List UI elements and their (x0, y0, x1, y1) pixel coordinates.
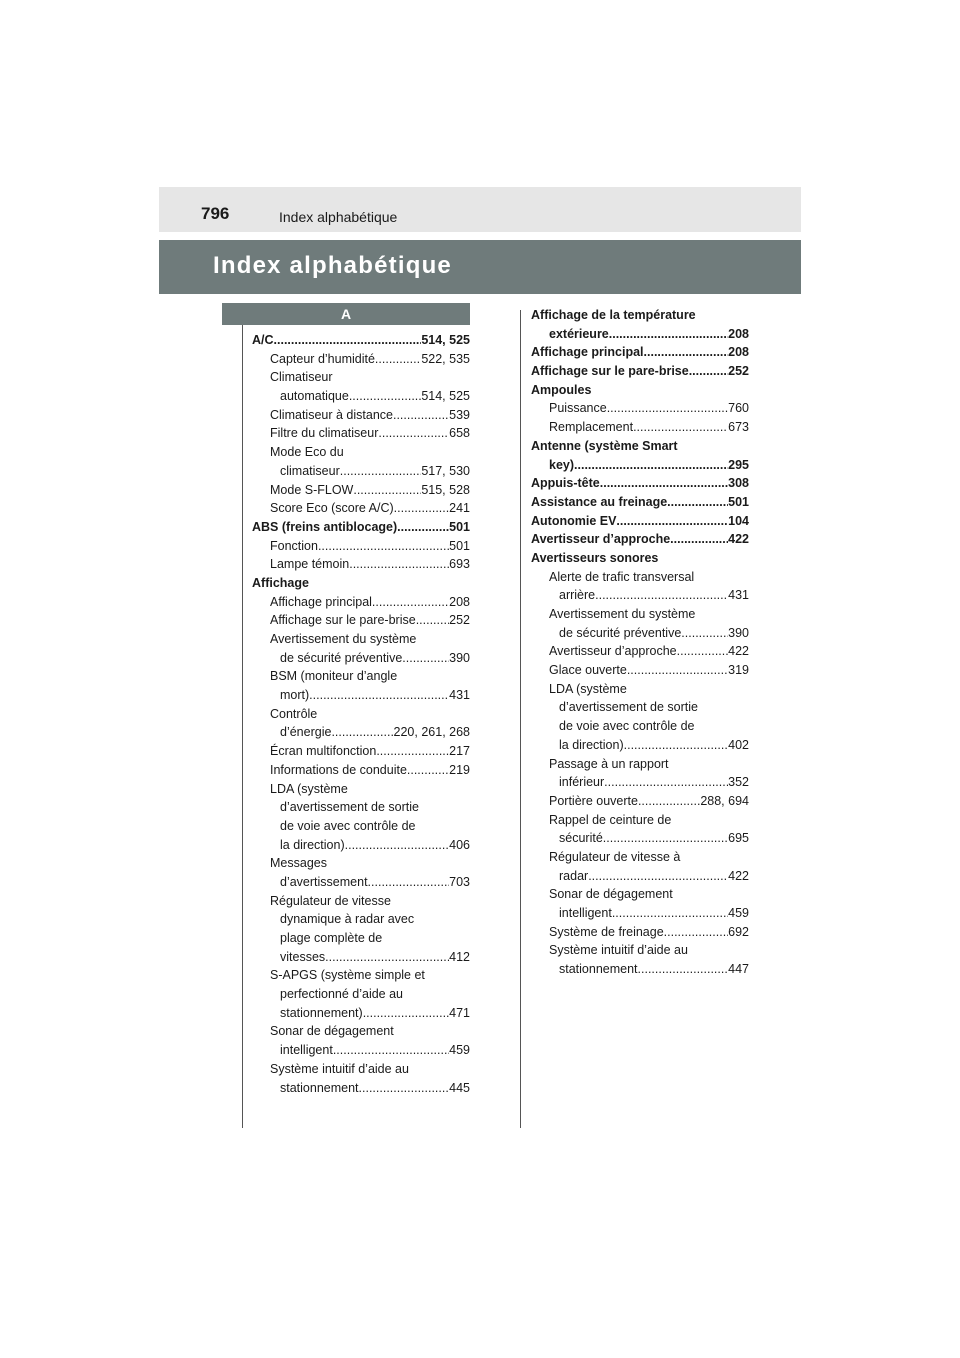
leader-dots (595, 586, 728, 605)
index-entry (531, 437, 749, 456)
index-entry-term: Capteur d’humidité (270, 351, 375, 366)
leader-dots (397, 518, 449, 537)
index-entry-term: intelligent (559, 906, 612, 920)
leader-dots (325, 948, 449, 967)
leader-dots (603, 829, 728, 848)
index-entry-term: A/C (252, 333, 274, 347)
index-entry-term: Score Eco (score A/C) (270, 501, 394, 516)
index-entry-term: Messages (270, 856, 327, 871)
index-entry-term: stationnement) (280, 1005, 363, 1020)
index-entry (252, 723, 470, 742)
index-entry-pages: 104 (728, 513, 749, 528)
index-entry (531, 867, 749, 886)
index-entry-pages: 217 (449, 744, 470, 759)
leader-dots (372, 593, 449, 612)
index-entry-pages: 703 (449, 874, 470, 889)
leader-dots (340, 462, 422, 481)
index-entry-term: Affichage sur le pare-brise (531, 364, 689, 379)
index-entry-term: la direction) (280, 837, 345, 852)
index-entry-term: Filtre du climatiseur (270, 426, 379, 441)
index-entry-term: stationnement (559, 962, 638, 977)
index-entry (252, 836, 470, 855)
index-entry-pages: 501 (449, 519, 470, 534)
index-entry (531, 848, 749, 867)
index-entry (531, 698, 749, 717)
index-entry-pages: 658 (449, 426, 470, 441)
index-entry-term: Affichage sur le pare-brise (270, 613, 416, 628)
index-entry-term: Puissance (549, 401, 607, 416)
index-entry-term: Système intuitif d’aide au (270, 1061, 409, 1076)
column-divider-left (242, 303, 243, 1128)
leader-dots (375, 350, 421, 369)
leader-dots (402, 649, 449, 668)
index-entry (252, 1060, 470, 1079)
index-entry-pages: 501 (728, 494, 749, 509)
index-entry (252, 948, 470, 967)
index-entry-term: perfectionné d’aide au (280, 987, 404, 1002)
index-entry (252, 1079, 470, 1098)
index-entry-term: dynamique à radar avec (280, 912, 415, 927)
index-entry-pages: 295 (728, 457, 749, 472)
index-entry-term: la direction) (559, 737, 624, 752)
leader-dots (664, 923, 728, 942)
index-entry (252, 705, 470, 724)
index-entry-pages: 241 (449, 501, 470, 516)
leader-dots (644, 343, 729, 362)
index-entry-term: intelligent (280, 1043, 333, 1058)
index-entry-term: d’avertissement de sortie (559, 700, 698, 715)
index-entry (531, 605, 749, 624)
index-entry (531, 381, 749, 400)
index-entry (252, 462, 470, 481)
leader-dots (667, 493, 728, 512)
index-entry (252, 1022, 470, 1041)
index-entry-term: key) (549, 457, 575, 472)
leader-dots (416, 611, 449, 630)
page-number: 796 (201, 204, 230, 223)
index-entry-term: Climatiseur (270, 370, 333, 385)
index-entry-pages: 406 (449, 837, 470, 852)
leader-dots (378, 424, 449, 443)
index-entry (531, 960, 749, 979)
index-entry (252, 667, 470, 686)
leader-dots (638, 792, 700, 811)
index-entry-term: Mode Eco du (270, 445, 344, 460)
index-entry-pages: 208 (449, 594, 470, 609)
index-entry (531, 549, 749, 568)
index-entry-pages: 319 (728, 663, 749, 678)
index-entry-term: Système intuitif d’aide au (549, 943, 688, 958)
index-entry (252, 555, 470, 574)
index-entry-pages: 422 (728, 532, 749, 547)
index-entry (531, 624, 749, 643)
leader-dots (331, 723, 393, 742)
index-entry-term: Avertisseurs sonores (531, 550, 659, 565)
index-entry (252, 424, 470, 443)
leader-dots (333, 1041, 449, 1060)
index-entry-term: Sonar de dégagement (270, 1024, 394, 1039)
index-entry (531, 586, 749, 605)
index-entry (252, 742, 470, 761)
leader-dots (638, 960, 729, 979)
index-entry (531, 792, 749, 811)
index-entry-pages: 695 (728, 831, 749, 846)
leader-dots (627, 661, 728, 680)
leader-dots (612, 904, 728, 923)
index-entry-pages: 390 (449, 650, 470, 665)
index-entry-pages: 692 (728, 924, 749, 939)
index-entry-term: Contrôle (270, 706, 318, 721)
index-entry-term: Sonar de dégagement (549, 887, 673, 902)
index-entry-term: Avertisseur d’approche (531, 532, 671, 547)
index-entry-pages: 422 (728, 868, 749, 883)
index-entry (531, 306, 749, 325)
index-entry-pages: 352 (728, 775, 749, 790)
index-entry-term: Écran multifonction (270, 744, 377, 759)
leader-dots (624, 736, 729, 755)
running-header-title: Index alphabétique (279, 209, 398, 225)
index-entry (252, 1004, 470, 1023)
index-entry (252, 350, 470, 369)
index-entry-term: d’avertissement de sortie (280, 800, 419, 815)
index-entry (252, 966, 470, 985)
index-entry-pages: 412 (449, 949, 470, 964)
index-entry (252, 518, 470, 537)
index-entry-pages: 219 (449, 762, 470, 777)
index-entry-term: Glace ouverte (549, 663, 627, 678)
index-entry-term: Assistance au freinage (531, 494, 668, 509)
index-entry-pages: 514, 525 (421, 333, 470, 347)
index-entry (531, 904, 749, 923)
index-entry-term: Rappel de ceinture de (549, 812, 672, 827)
leader-dots (359, 1079, 450, 1098)
index-entry-term: d’avertissement (280, 874, 368, 889)
index-column-left (252, 331, 470, 1097)
index-entry (252, 1041, 470, 1060)
index-entry (252, 798, 470, 817)
index-entry (531, 680, 749, 699)
leader-dots (677, 642, 729, 661)
index-entry-term: LDA (système (270, 781, 348, 796)
index-entry-term: BSM (moniteur d’angle (270, 669, 398, 684)
index-entry-term: Climatiseur à distance (270, 407, 393, 422)
index-entry-pages: 760 (728, 401, 749, 416)
index-entry (252, 873, 470, 892)
index-entry-pages: 514, 525 (421, 389, 470, 404)
index-entry-term: Avertissement du système (270, 632, 417, 646)
index-entry-pages: 220, 261, 268 (393, 725, 470, 740)
index-entry (531, 736, 749, 755)
leader-dots (588, 867, 728, 886)
index-entry (531, 811, 749, 830)
index-entry (531, 343, 749, 362)
leader-dots (689, 362, 728, 381)
index-entry-term: Affichage (252, 575, 309, 590)
page-header-bar (159, 187, 801, 232)
index-entry-pages: 673 (728, 420, 749, 435)
index-entry (252, 331, 470, 350)
index-entry-term: stationnement (280, 1080, 359, 1095)
index-entry-pages: 515, 528 (421, 482, 470, 497)
index-entry (252, 611, 470, 630)
index-entry-term: Avertissement du système (549, 607, 696, 621)
index-entry-term: ABS (freins antiblocage) (252, 519, 398, 534)
index-entry-term: Autonomie EV (531, 513, 617, 528)
index-entry (531, 923, 749, 942)
index-entry (531, 456, 749, 475)
index-entry (252, 593, 470, 612)
index-entry (252, 817, 470, 836)
index-entry-term: sécurité (559, 831, 603, 846)
leader-dots (407, 761, 449, 780)
index-entry (531, 418, 749, 437)
index-entry-pages: 252 (449, 613, 470, 628)
leader-dots (616, 512, 728, 531)
index-entry (252, 499, 470, 518)
index-entry-term: Appuis-tête (531, 476, 600, 491)
index-entry-term: Affichage principal (270, 594, 372, 609)
index-entry-term: radar (559, 868, 589, 883)
index-entry-term: Mode S-FLOW (270, 482, 354, 497)
index-entry (252, 443, 470, 462)
index-entry (252, 630, 470, 649)
index-entry-term: vitesses (280, 949, 326, 964)
index-entry-term: automatique (280, 389, 349, 404)
index-entry-pages: 208 (728, 345, 749, 360)
index-entry-term: Affichage principal (531, 345, 644, 360)
index-entry (531, 661, 749, 680)
index-entry (531, 829, 749, 848)
index-entry (252, 892, 470, 911)
index-entry-pages: 422 (728, 644, 749, 659)
index-entry (252, 985, 470, 1004)
index-entry (531, 717, 749, 736)
index-entry-term: Lampe témoin (270, 557, 350, 572)
index-entry (531, 399, 749, 418)
index-entry (252, 537, 470, 556)
leader-dots (353, 481, 421, 500)
leader-dots (574, 456, 728, 475)
index-entry-pages: 693 (449, 557, 470, 572)
index-entry-pages: 252 (728, 364, 749, 379)
index-entry-term: Informations de conduite (270, 762, 407, 777)
leader-dots (368, 873, 450, 892)
index-entry-term: mort) (280, 688, 310, 703)
index-entry-term: Remplacement (549, 420, 634, 435)
index-entry-pages: 517, 530 (421, 463, 470, 478)
index-entry (252, 368, 470, 387)
index-entry (531, 474, 749, 493)
index-entry-term: arrière (559, 588, 596, 603)
index-entry-pages: 402 (728, 737, 749, 752)
index-entry (252, 929, 470, 948)
index-entry-term: Régulateur de vitesse à (549, 849, 681, 864)
index-entry-term: climatiseur (280, 463, 340, 478)
leader-dots (393, 406, 449, 425)
index-entry (252, 761, 470, 780)
index-entry (252, 387, 470, 406)
leader-dots (681, 624, 728, 643)
index-entry-term: Système de freinage (549, 924, 664, 939)
leader-dots (670, 530, 728, 549)
index-entry (252, 481, 470, 500)
index-entry (531, 530, 749, 549)
index-entry (531, 773, 749, 792)
index-entry-pages: 288, 694 (700, 793, 749, 808)
index-entry-term: de sécurité préventive (559, 625, 682, 640)
index-entry (252, 686, 470, 705)
index-entry-term: S-APGS (système simple et (270, 968, 425, 983)
index-entry-pages: 459 (449, 1043, 470, 1058)
leader-dots (604, 773, 728, 792)
index-entry-pages: 431 (449, 688, 470, 703)
leader-dots (349, 555, 449, 574)
index-entry-term: Avertisseur d’approche (549, 644, 677, 659)
index-entry (531, 568, 749, 587)
index-entry-pages: 447 (728, 962, 749, 977)
index-entry (252, 854, 470, 873)
index-entry-term: Portière ouverte (549, 793, 638, 808)
page-title: Index alphabétique (213, 252, 452, 279)
index-entry-term: Passage à un rapport (549, 756, 669, 771)
index-entry-term: Régulateur de vitesse (270, 893, 391, 908)
index-entry (252, 574, 470, 593)
index-entry-pages: 208 (728, 326, 749, 341)
index-entry-term: Affichage de la température (531, 308, 696, 322)
section-letter-header: A (222, 303, 470, 325)
column-divider-middle (520, 310, 521, 1128)
index-entry-pages: 471 (449, 1005, 470, 1020)
index-entry-term: de voie avec contrôle de (559, 719, 695, 734)
index-entry (252, 649, 470, 668)
index-entry-pages: 308 (728, 476, 749, 491)
index-entry-pages: 459 (728, 906, 749, 920)
index-entry-pages: 431 (728, 588, 749, 603)
leader-dots (600, 474, 728, 493)
index-entry (531, 512, 749, 531)
leader-dots (345, 836, 450, 855)
title-banner (159, 240, 801, 294)
index-entry (252, 406, 470, 425)
index-entry (531, 941, 749, 960)
index-entry-term: de voie avec contrôle de (280, 818, 416, 833)
leader-dots (309, 686, 449, 705)
index-entry (531, 362, 749, 381)
index-entry-pages: 390 (728, 625, 749, 640)
leader-dots (607, 399, 728, 418)
index-entry-term: Fonction (270, 538, 318, 553)
index-entry-term: LDA (système (549, 681, 627, 696)
index-entry-term: Ampoules (531, 382, 592, 397)
index-entry-term: d’énergie (280, 725, 332, 740)
index-entry-term: Alerte de trafic transversal (549, 569, 695, 584)
leader-dots (363, 1004, 449, 1023)
index-entry (531, 755, 749, 774)
index-entry (252, 780, 470, 799)
index-entry-pages: 522, 535 (421, 351, 470, 366)
leader-dots (633, 418, 728, 437)
index-entry-term: extérieure (549, 326, 609, 341)
leader-dots (274, 331, 422, 350)
index-entry-term: de sécurité préventive (280, 650, 403, 665)
index-entry-pages: 445 (449, 1080, 470, 1095)
index-column-right (531, 306, 749, 979)
leader-dots (609, 325, 728, 344)
index-entry (531, 885, 749, 904)
index-entry-pages: 539 (449, 407, 470, 422)
index-entry (531, 493, 749, 512)
leader-dots (349, 387, 422, 406)
index-entry-term: Antenne (système Smart (531, 438, 678, 453)
index-entry (531, 642, 749, 661)
leader-dots (318, 537, 449, 556)
leader-dots (376, 742, 449, 761)
index-entry (531, 325, 749, 344)
leader-dots (394, 499, 449, 518)
index-entry (252, 910, 470, 929)
index-entry-term: plage complète de (280, 931, 383, 945)
index-entry-pages: 501 (449, 538, 470, 553)
index-entry-term: inférieur (559, 775, 605, 790)
